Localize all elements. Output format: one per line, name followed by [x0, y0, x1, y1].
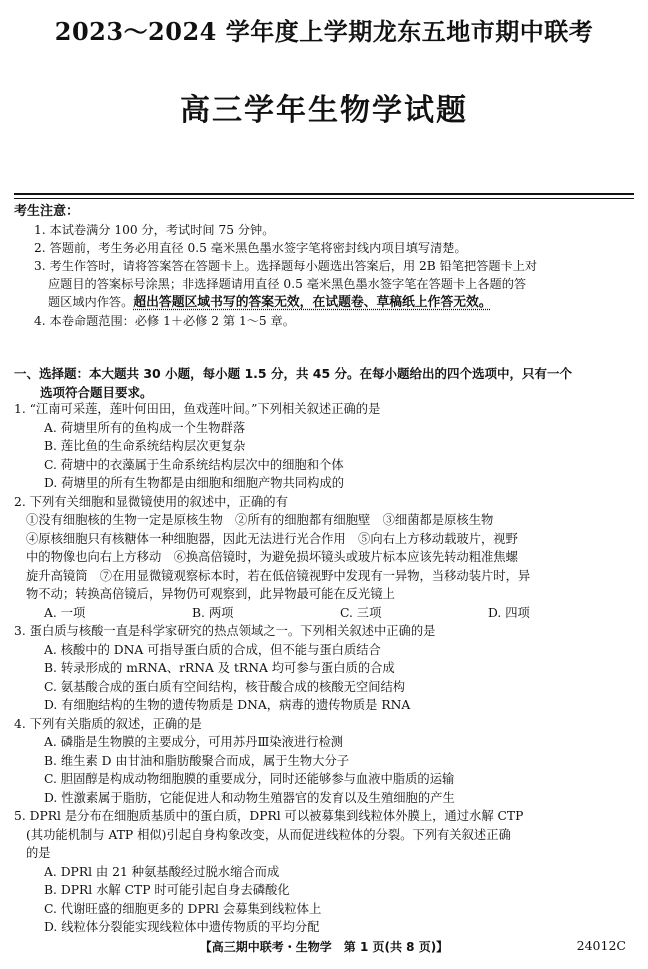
notice-item-4: 4. 本卷命题范围：必修 1＋必修 2 第 1～5 章。 [34, 314, 295, 328]
notice-item-3-line-2: 应题目的答案标号涂黑；非选择题请用直径 0.5 毫米黑色墨水签字笔在答题卡上各题的答 [48, 277, 527, 291]
option-b: B. DPRl 水解 CTP 时可能引起自身去磷酸化 [44, 883, 290, 897]
option-d: D. 四项 [488, 605, 530, 620]
question-stem: 1. “江南可采莲，莲叶何田田，鱼戏莲叶间。”下列相关叙述正确的是 [14, 402, 381, 416]
question-stem-line: 物不动；转换高倍镜后，异物仍可观察到，此异物最可能在反光镜上 [26, 587, 395, 601]
option-c: C. 荷塘中的衣藻属于生命系统结构层次中的细胞和个体 [44, 457, 344, 472]
option-c: C. 三项 [340, 605, 382, 620]
option-a: A. 一项 [44, 605, 86, 620]
section-heading-line-2: 选项符合题目要求。 [40, 385, 153, 400]
option-a: A. 核酸中的 DNA 可指导蛋白质的合成，但不能与蛋白质结合 [44, 642, 381, 657]
footer-exam-code: 24012C [576, 938, 626, 953]
notice-item-1: 1. 本试卷满分 100 分，考试时间 75 分钟。 [34, 223, 275, 237]
question-4 [14, 715, 636, 808]
option-a: A. 磷脂是生物膜的主要成分，可用苏丹Ⅲ染液进行检测 [44, 735, 344, 749]
question-5 [14, 807, 636, 937]
question-stem: 4. 下列有关脂质的叙述，正确的是 [14, 716, 202, 731]
option-d: D. 线粒体分裂能实现线粒体中遗传物质的平均分配 [44, 920, 320, 934]
question-1 [14, 400, 636, 493]
section-heading-line-1: 一、选择题：本大题共 30 小题，每小题 1.5 分，共 45 分。在每小题给出的四个选项中，只有一个 [14, 366, 573, 381]
option-b: B. 转录形成的 mRNA、rRNA 及 tRNA 均可参与蛋白质的合成 [44, 661, 395, 675]
option-b: B. 两项 [192, 605, 234, 620]
question-stem-line: 中的物像也向右上方移动 ⑥换高倍镜时，为避免损坏镜头或玻片标本应该先转动粗准焦螺 [26, 550, 518, 564]
notice-item-2: 2. 答题前，考生务必用直径 0.5 毫米黑色墨水签字笔将密封线内项目填写清楚。 [34, 241, 467, 255]
option-c: C. 胆固醇是构成动物细胞膜的重要成分，同时还能够参与血液中脂质的运输 [44, 772, 455, 786]
question-stem-line: 的是 [26, 846, 51, 860]
question-stem-line: (其功能机制与 ATP 相似)引起自身构象改变，从而促进线粒体的分裂。下列有关叙述正确 [26, 827, 511, 842]
question-stem: 3. 蛋白质与核酸一直是科学家研究的热点领域之一。下列相关叙述中正确的是 [14, 624, 436, 638]
question-stem: 2. 下列有关细胞和显微镜使用的叙述中，正确的有 [14, 494, 288, 509]
exam-notice [14, 203, 636, 330]
option-b: B. 维生素 D 由甘油和脂肪酸聚合而成，属于生物大分子 [44, 753, 350, 768]
notice-item-3-text: 题区域内作答。 [48, 295, 134, 309]
question-stem-line: ④原核细胞只有核糖体一种细胞器，因此无法进行光合作用 ⑤向右上方移动载玻片，视野 [26, 531, 518, 546]
option-d: D. 性激素属于脂肪，它能促进人和动物生殖器官的发育以及生殖细胞的产生 [44, 790, 455, 805]
notice-emphasis: 超出答题区域书写的答案无效，在试题卷、草稿纸上作答无效。 [133, 295, 492, 310]
question-list [14, 400, 636, 937]
option-b: B. 莲比鱼的生命系统结构层次更复杂 [44, 439, 246, 453]
option-c: C. 氨基酸合成的蛋白质有空间结构，核苷酸合成的核酸无空间结构 [44, 679, 406, 694]
option-a: A. DPRl 由 21 种氨基酸经过脱水缩合而成 [44, 864, 280, 879]
notice-item-3-line-3 [14, 293, 636, 312]
option-a: A. 荷塘里所有的鱼构成一个生物群落 [44, 420, 246, 435]
notice-item-3-line-1: 3. 考生作答时，请将答案答在答题卡上。选择题每小题选出答案后，用 2B 铅笔把答题卡上对 [34, 259, 538, 273]
section-heading [14, 364, 636, 402]
question-stem: 5. DPRl 是分布在细胞质基质中的蛋白质，DPRl 可以被募集到线粒体外膜上，通过水解 CTP [14, 809, 524, 823]
options-row [14, 604, 636, 623]
option-d: D. 有细胞结构的生物的遗传物质是 DNA，病毒的遗传物质是 RNA [44, 698, 411, 712]
notice-heading: 考生注意： [14, 204, 80, 219]
footer-page-label: 【高三期中联考・生物学 第 1 页(共 8 页)】 [199, 940, 449, 954]
question-stem-line: ①没有细胞核的生物一定是原核生物 ②所有的细胞都有细胞壁 ③细菌都是原核生物 [26, 513, 494, 527]
question-stem-line: 旋升高镜筒 ⑦在用显微镜观察标本时，若在低倍镜视野中发现有一异物，当移动装片时，异 [26, 568, 531, 583]
option-d: D. 荷塘里的所有生物都是由细胞和细胞产物共同构成的 [44, 476, 345, 490]
exam-name: 2023～2024 学年度上学期龙东五地市期中联考 [54, 17, 594, 46]
header-divider-thin [14, 198, 634, 199]
question-2 [14, 493, 636, 623]
option-c: C. 代谢旺盛的细胞更多的 DPRl 会募集到线粒体上 [44, 901, 322, 916]
question-3 [14, 622, 636, 715]
page-title: 高三学年生物学试题 [180, 93, 468, 128]
header-divider-thick [14, 193, 634, 195]
